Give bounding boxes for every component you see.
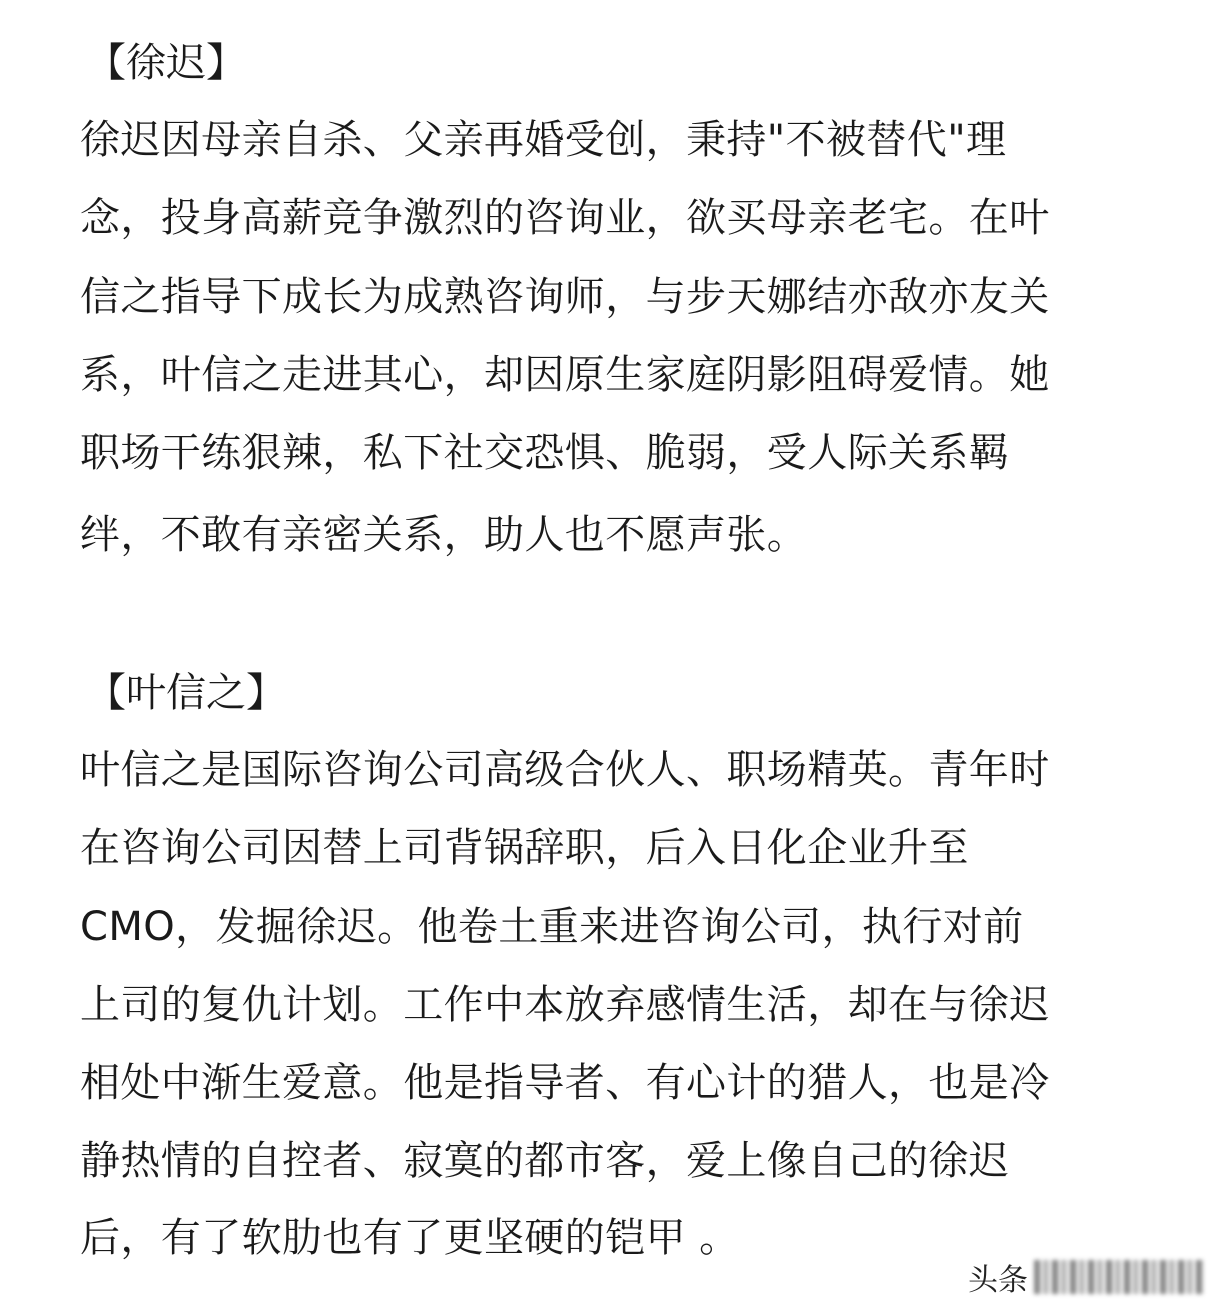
paragraph-line: 绊，不敢有亲密关系，助人也不愿声张。 [80,512,808,558]
paragraph-line: 职场干练狠辣，私下社交恐惧、脆弱，受人际关系羁 [80,430,1010,476]
paragraph-line: 系，叶信之走进其心，却因原生家庭阴影阻碍爱情。她 [80,352,1050,398]
paragraph-line: 念，投身高薪竞争激烈的咨询业，欲买母亲老宅。在叶 [80,195,1050,241]
paragraph-line: 静热情的自控者、寂寞的都市客，爱上像自己的徐迟 [80,1138,1010,1184]
paragraph-line: 上司的复仇计划。工作中本放弃感情生活，却在与徐迟 [80,982,1050,1028]
section-heading-xuchi: 【徐迟】 [86,40,246,86]
paragraph-line: 叶信之是国际咨询公司高级合伙人、职场精英。青年时 [80,747,1050,793]
watermark-blurred-handle [1034,1260,1204,1294]
paragraph-line: 相处中渐生爱意。他是指导者、有心计的猎人，也是冷 [80,1060,1050,1106]
paragraph-line: 后，有了软肋也有了更坚硬的铠甲 。 [80,1215,740,1261]
paragraph-line: 徐迟因母亲自杀、父亲再婚受创，秉持"不被替代"理 [80,117,1007,163]
paragraph-line: 在咨询公司因替上司背锅辞职，后入日化企业升至 [80,825,969,871]
watermark-text: 头条 [968,1263,1028,1298]
section-heading-yexinzhi: 【叶信之】 [86,670,286,716]
watermark [958,1250,1208,1304]
paragraph-line: CMO，发掘徐迟。他卷土重来进咨询公司，执行对前 [80,904,1024,950]
paragraph-line: 信之指导下成长为成熟咨询师，与步天娜结亦敌亦友关 [80,274,1050,320]
